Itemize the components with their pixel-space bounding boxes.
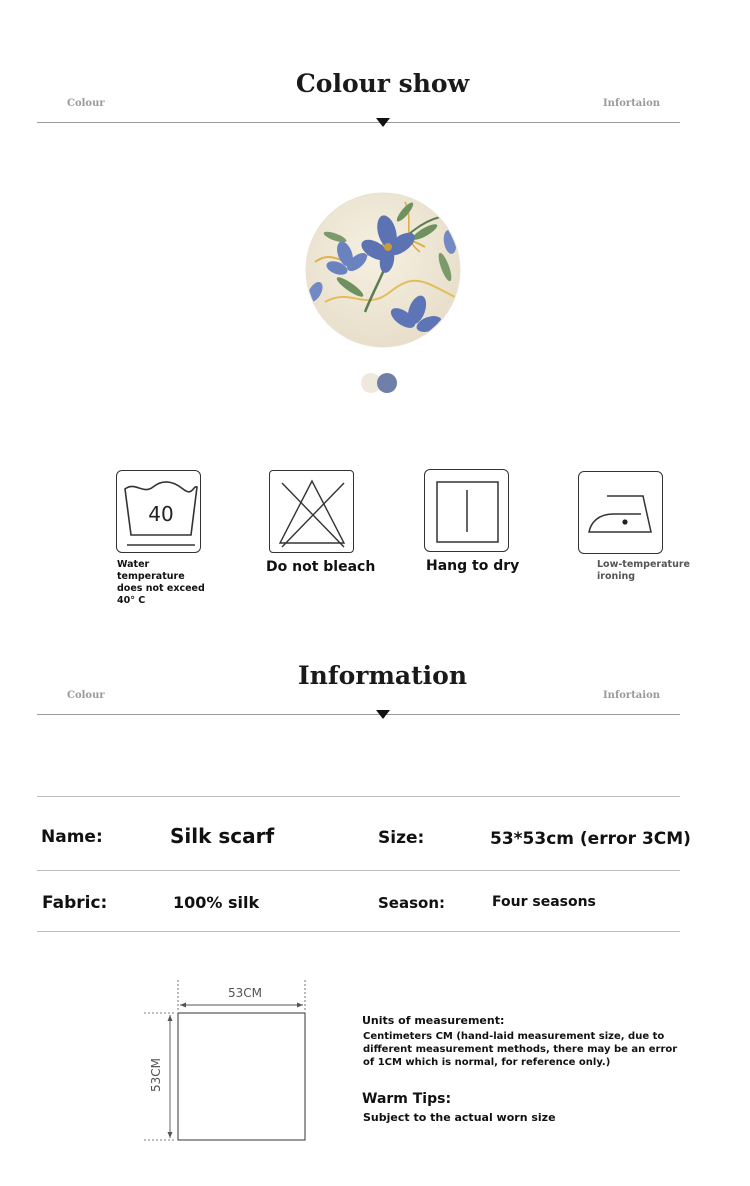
size-value: 53*53cm (error 3CM) xyxy=(490,829,691,849)
name-value: Silk scarf xyxy=(170,824,275,848)
section-divider-2 xyxy=(37,714,680,715)
colour-show-title: Colour show xyxy=(295,69,470,98)
units-title: Units of measurement: xyxy=(362,1014,505,1027)
colour-side-label-2: Colour xyxy=(67,690,105,701)
name-label: Name: xyxy=(41,827,103,847)
down-triangle-icon xyxy=(376,118,390,127)
wash-label: Water temperature does not exceed 40° C xyxy=(117,559,205,606)
infortaion-side-label: Infortaion xyxy=(603,98,661,109)
fabric-label: Fabric: xyxy=(42,893,108,913)
no-bleach-icon xyxy=(269,470,354,553)
table-top-line xyxy=(37,796,680,797)
no-bleach-label: Do not bleach xyxy=(266,559,376,575)
table-mid-line xyxy=(37,870,680,871)
tips-body: Subject to the actual worn size xyxy=(363,1111,556,1124)
season-label: Season: xyxy=(378,894,446,912)
colour-side-label: Colour xyxy=(67,98,105,109)
width-dimension-label: 53CM xyxy=(227,986,263,1000)
size-diagram xyxy=(140,975,320,1150)
fabric-value: 100% silk xyxy=(173,893,260,912)
units-body: Centimeters CM (hand-laid measurement size, due to different measurement methods, there may be an error of 1CM which is normal, for reference only.) xyxy=(363,1031,678,1068)
wash-40-icon xyxy=(116,470,201,553)
hang-dry-icon xyxy=(424,469,509,552)
scarf-pattern-image[interactable] xyxy=(305,192,461,348)
wash-temp-value: 40 xyxy=(148,502,174,526)
tips-title: Warm Tips: xyxy=(362,1091,452,1107)
season-value: Four seasons xyxy=(492,894,596,910)
table-bottom-line xyxy=(37,931,680,932)
information-title: Information xyxy=(297,661,468,690)
swatch-blue[interactable] xyxy=(377,373,397,393)
height-dimension-label: 53CM xyxy=(149,1057,163,1093)
hang-dry-label: Hang to dry xyxy=(426,558,520,574)
iron-low-icon xyxy=(578,471,663,554)
section-divider xyxy=(37,122,680,123)
down-triangle-icon-2 xyxy=(376,710,390,719)
infortaion-side-label-2: Infortaion xyxy=(603,690,661,701)
size-label: Size: xyxy=(378,828,425,848)
iron-label: Low-temperature ironing xyxy=(597,559,690,582)
